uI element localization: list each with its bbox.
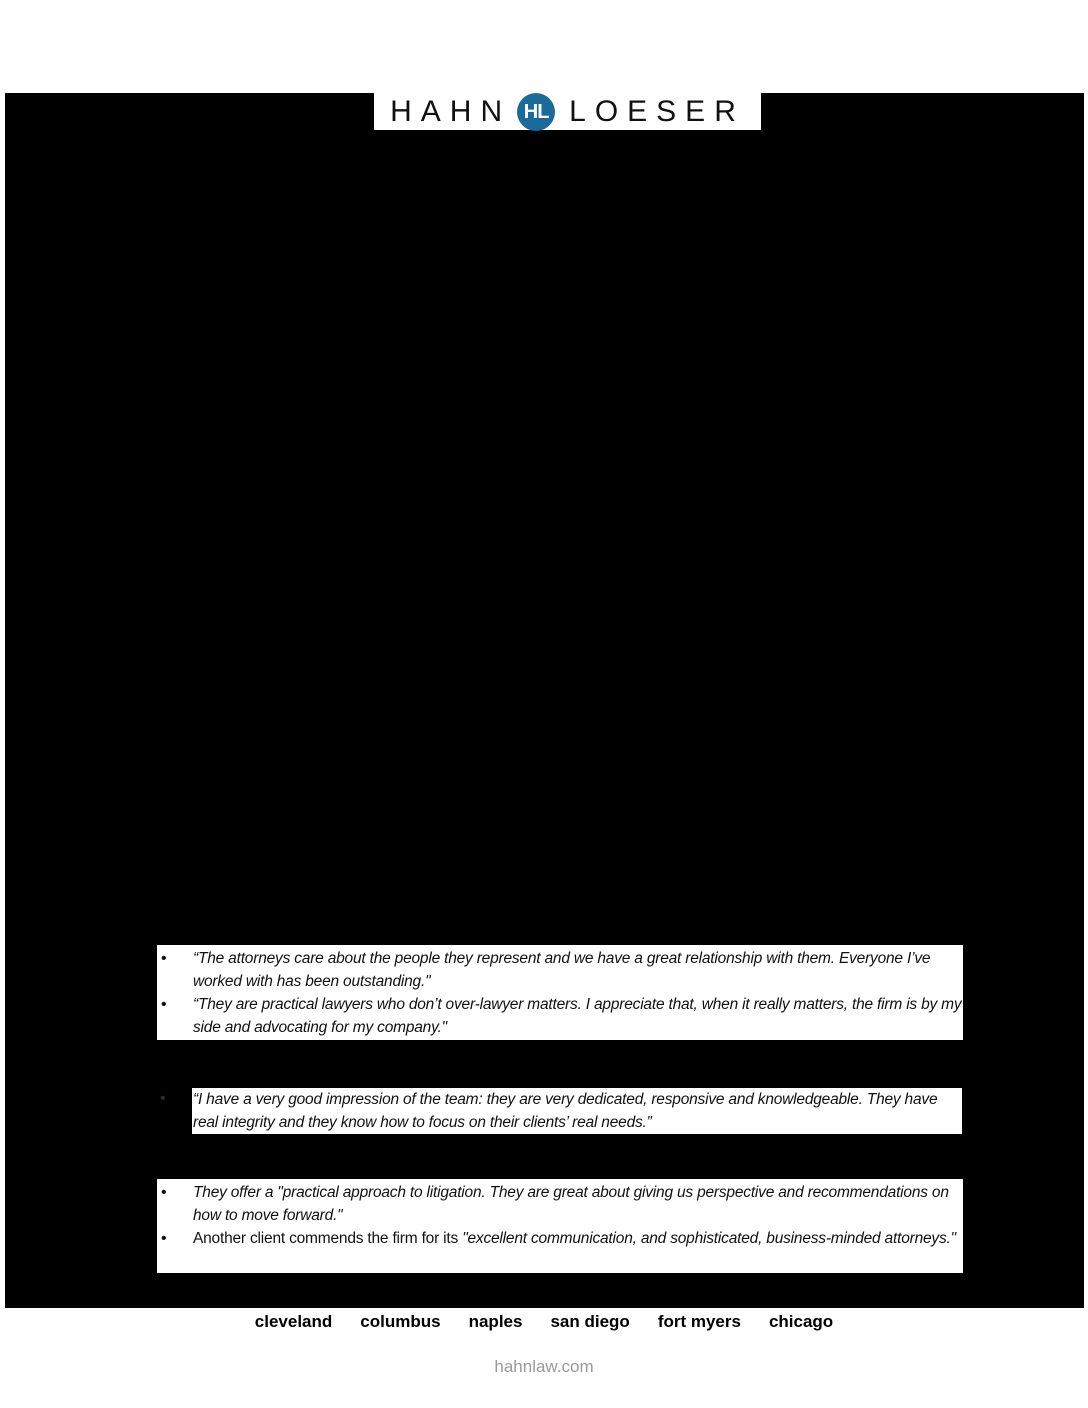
- office-naples: naples: [468, 1312, 523, 1331]
- bullet-icon: •: [161, 1230, 167, 1247]
- quote-text: “They are practical lawyers who don’t over-lawyer matters. I appreciate that, when it really matters, the firm is by my side and advocating for my company.": [193, 996, 962, 1036]
- list-item: [157, 1227, 963, 1250]
- list-item: [157, 993, 963, 1039]
- bullet-icon: •: [161, 950, 167, 967]
- quote-prefix: Another client commends the firm for its: [193, 1230, 463, 1247]
- logo-word-right: LOESER: [569, 94, 745, 128]
- list-item: [157, 947, 963, 993]
- bullet-icon: •: [160, 1090, 166, 1107]
- list-item: [157, 1181, 963, 1227]
- website-link[interactable]: hahnlaw.com: [494, 1357, 594, 1376]
- list-item: [192, 1088, 962, 1134]
- office-cleveland: cleveland: [254, 1312, 333, 1331]
- quote-text: They offer a "practical approach to litigation. They are great about giving us perspective and recommendations on how to move forward.": [193, 1184, 949, 1224]
- office-san-diego: san diego: [550, 1312, 630, 1331]
- quote-text: "excellent communication, and sophisticated, business-minded attorneys.": [462, 1230, 956, 1247]
- quote-text: “The attorneys care about the people they represent and we have a great relationship with them. Everyone I’ve worked with has been outstanding.": [193, 950, 931, 990]
- client-quotes-box-3: [157, 1179, 963, 1273]
- client-quotes-box-1: [157, 945, 963, 1040]
- office-columbus: columbus: [360, 1312, 441, 1331]
- client-quotes-box-2: [192, 1088, 962, 1134]
- office-chicago: chicago: [768, 1312, 834, 1331]
- bullet-icon: •: [161, 1184, 167, 1201]
- office-fort-myers: fort myers: [657, 1312, 741, 1331]
- office-locations: [0, 1312, 1088, 1332]
- quote-text: “I have a very good impression of the team: they are very dedicated, responsive and knowledgeable. They have real integrity and they know how to focus on their clients’ real needs.”: [193, 1091, 938, 1131]
- logo-word-left: HAHN: [390, 94, 512, 128]
- firm-logo: [374, 93, 761, 130]
- bullet-icon: •: [161, 996, 167, 1013]
- hl-logo-icon: HL: [517, 93, 555, 131]
